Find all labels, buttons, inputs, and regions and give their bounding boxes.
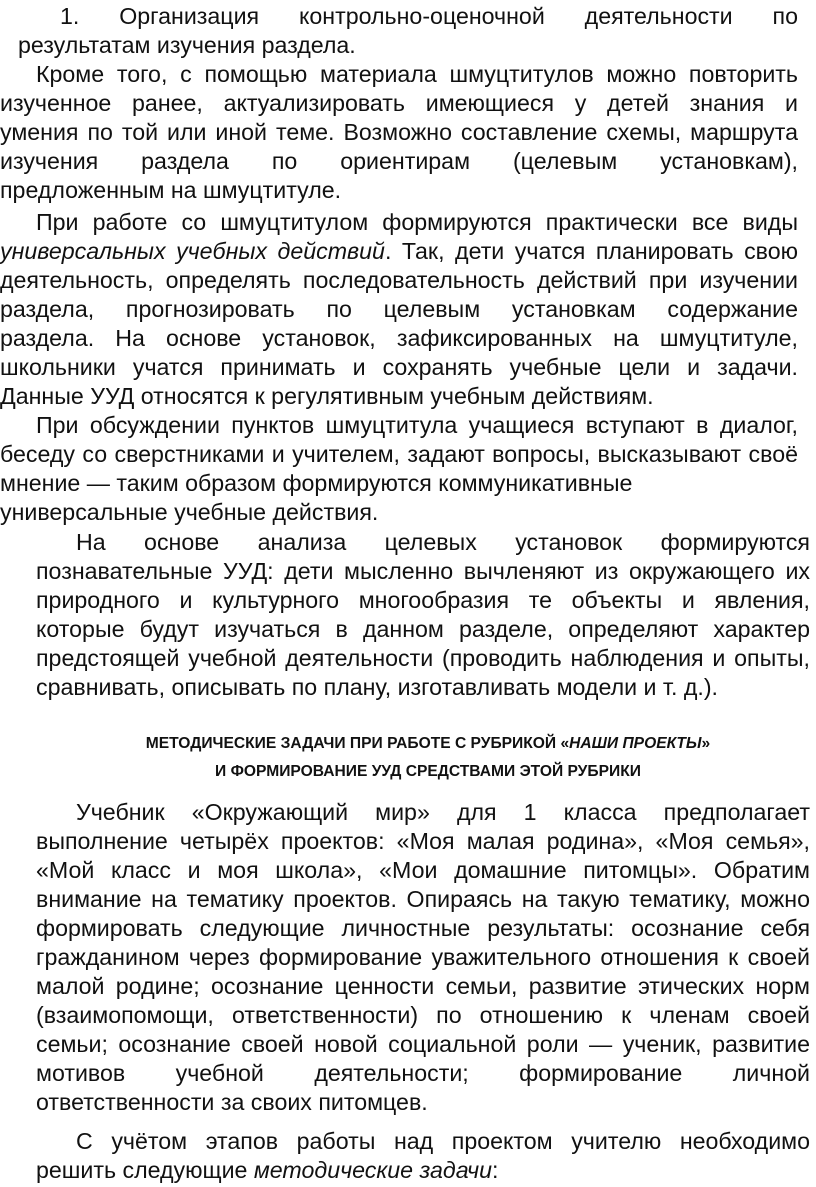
paragraph-3-tail: мнение — таким образом формируются коммуникативные универсальные учебные действия. (0, 470, 633, 525)
paragraph-5: Учебник «Окружающий мир» для 1 класса предполагает выполнение четырёх проектов: «Моя малая родина», «Моя семья», «Мой класс и моя школа», «Мои домашние питомцы». Обратим внимание на тематику проектов. Опираясь на такую тематику, можно формировать следующие личностные результаты: осознание себя гражданином через формирование уважительного отношения к своей малой родине; осознание ценности семьи, развитие этических норм (взаимопомощи, ответственности) по отношению к членам своей семьи; осознание своей новой социальной роли — ученик, развитие мотивов учебной деятельности; формирование личной (36, 799, 810, 1086)
paragraph-4: На основе анализа целевых установок формируются познавательные УУД: дети мысленно вычленяют из окружающего их природного и культурного многообразия те объекты и явления, которые будут изучаться в данном разделе, определяют характер предстоящей учебной деятельности (проводить наблюдения и опыты, (36, 529, 810, 671)
paragraph-4-last-line: сравнивать, описывать по плану, изготавливать модели и т. д.). (36, 674, 718, 700)
list-number: 1. (60, 3, 80, 29)
paragraph-1-last-line: предложенным на шмуцтитуле. (0, 177, 342, 203)
term-methodical-tasks: методические задачи (253, 1157, 492, 1183)
paragraph-2: При работе со шмуцтитулом формируются практически все виды универсальных учебных действий. Так, дети учатся планировать свою деятельность, определять последовательность действий при изучении раздела, прогнозировать по целевым установкам содержание раздела. На основе установок, зафиксированных на шмуцтитуле, школьники учатся принимать и сохранять учебные цели и задачи. (0, 209, 798, 380)
paragraph-2-last-line: Данные УУД относятся к регулятивным учебным действиям. (0, 383, 654, 409)
heading-line-1: МЕТОДИЧЕСКИЕ ЗАДАЧИ ПРИ РАБОТЕ С РУБРИКОЙ «НАШИ ПРОЕКТЫ» (145, 735, 711, 752)
paragraph-1: Кроме того, с помощью материала шмуцтитулов можно повторить изученное ранее, актуализировать имеющиеся у детей знания и умения по той или иной теме. Возможно составление схемы, маршрута изучения раздела по ориентирам (целевым установкам), (0, 61, 798, 174)
term-uud: универсальных учебных действий (0, 238, 385, 264)
paragraph-6: С учётом этапов работы над проектом учителю необходимо (76, 1128, 810, 1154)
paragraph-3: При обсуждении пунктов шмуцтитула учащиеся вступают в диалог, беседу со сверстниками и учителем, задают вопросы, высказывают своё (0, 412, 798, 467)
list-item-continuation: результатам изучения раздела. (18, 32, 356, 58)
paragraph-5-last-line: ответственности за своих питомцев. (36, 1089, 428, 1115)
paragraph-6-last-line: решить следующие методические задачи: (36, 1157, 499, 1183)
list-item (60, 2, 798, 31)
section-heading (40, 730, 816, 786)
list-item-text: Организация контрольно-оценочной деятельности по (119, 3, 798, 29)
heading-line-2: И ФОРМИРОВАНИЕ УУД СРЕДСТВАМИ ЭТОЙ РУБРИКИ (215, 763, 641, 780)
